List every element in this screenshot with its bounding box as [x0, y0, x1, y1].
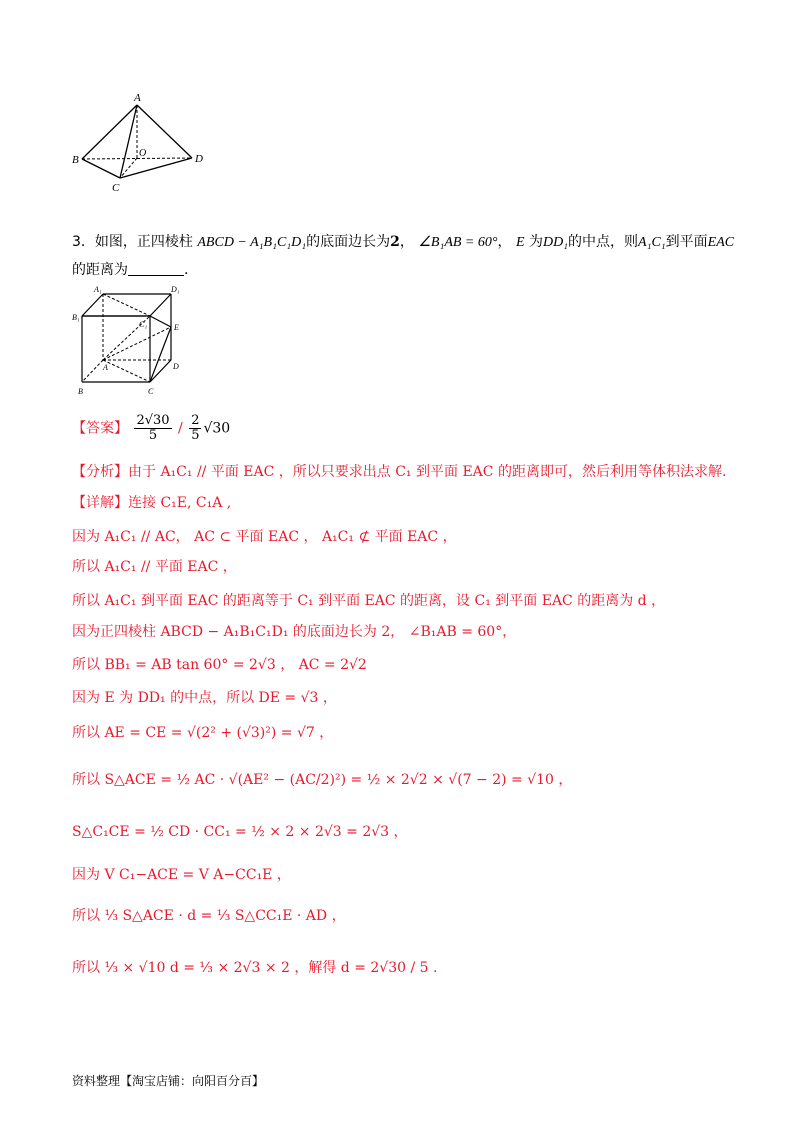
angle-expr: ∠B₁AB = 60°: [418, 235, 498, 250]
problem-line-2-text: 的距离为: [72, 262, 128, 278]
segment-a1c1: A₁C₁: [638, 235, 666, 250]
cube-label-a: A: [103, 363, 108, 372]
detail-line-7: 所以 AE = CE = √(2² + (√3)²) = √7 ，: [72, 725, 334, 741]
pyramid-label-c: C: [112, 182, 120, 194]
detail-line-12: 所以 ⅓ × √10 d = ⅓ × 2√3 × 2 ，解得 d = 2√30 / 5 .: [72, 960, 438, 976]
prism-name: ABCD − A₁B₁C₁D₁: [197, 235, 307, 250]
detail-line-6: 因为 E 为 DD₁ 的中点，所以 DE = √3 ，: [72, 690, 337, 706]
problem-text-7: 到平面: [665, 234, 708, 250]
analysis-tag: 【分析】: [72, 464, 128, 480]
answer-fraction-2-num: 2: [191, 413, 200, 428]
pyramid-label-a: A: [134, 92, 141, 104]
answer-separator: /: [178, 420, 183, 437]
problem-number: 3．: [72, 234, 95, 250]
pyramid-figure: [70, 90, 220, 200]
analysis-text: 由于 A₁C₁ // 平面 EAC ，所以只要求出点 C₁ 到平面 EAC 的距离即可，然后利用等体积法求解.: [128, 464, 727, 480]
answer-fraction-1-num: 2√30: [136, 413, 170, 428]
problem-text-4: ，: [497, 234, 512, 250]
answer-fraction-2-den: 5: [191, 428, 200, 443]
answer-fraction-1-den: 5: [148, 428, 158, 443]
cube-label-a1: A₁: [94, 285, 102, 294]
cube-label-c: C: [148, 387, 154, 396]
detail-line-0: [72, 493, 231, 513]
detail-line-8: 所以 S△ACE = ½ AC · √(AE² − (AC/2)²) = ½ × 2√2 × √(7 − 2) = √10 ，: [72, 772, 573, 788]
detail-line-1: 因为 A₁C₁ // AC， AC ⊂ 平面 EAC ， A₁C₁ ⊄ 平面 EAC ，: [72, 529, 457, 545]
detail-line-10: 因为 V C₁−ACE = V A−CC₁E ，: [72, 867, 291, 883]
segment-dd1: DD₁: [542, 235, 569, 250]
analysis-row: [72, 462, 726, 482]
page-footer: 资料整理【淘宝店铺：向阳百分百】: [72, 1074, 265, 1088]
detail-line-5: 所以 BB₁ = AB tan 60° = 2√3 ， AC = 2√2: [72, 657, 367, 673]
detail-line-9: S△C₁CE = ½ CD · CC₁ = ½ × 2 × 2√3 = 2√3 ，: [72, 824, 408, 840]
problem-line-2: [72, 260, 188, 280]
answer-fraction-1: [134, 414, 171, 443]
pyramid-label-o: O: [139, 148, 147, 159]
answer-tag: 【答案】: [72, 420, 128, 437]
problem-text-1: 如图，正四棱柱: [94, 234, 193, 250]
problem-text-5: 为: [528, 234, 543, 250]
detail-line-11: 所以 ⅓ S△ACE · d = ⅓ S△CC₁E · AD ，: [72, 908, 346, 924]
detail-line-2: 所以 A₁C₁ // 平面 EAC ，: [72, 559, 237, 575]
cube-label-e: E: [174, 323, 179, 332]
detail-line-4: 因为正四棱柱 ABCD − A₁B₁C₁D₁ 的底面边长为 2， ∠B₁AB = 60°，: [72, 624, 517, 640]
problem-text-6: 的中点，则: [568, 234, 639, 250]
answer-root: √30: [203, 420, 231, 437]
problem-text-3: ，: [399, 234, 414, 250]
answer-blank: [128, 261, 184, 276]
cube-label-c1: C₁: [139, 320, 148, 329]
point-e: E: [515, 235, 525, 250]
cube-label-b: B: [78, 387, 83, 396]
pyramid-label-d: D: [195, 153, 203, 165]
answer-fraction-2: [189, 414, 201, 443]
pyramid-label-b: B: [72, 154, 79, 166]
prism-figure: [70, 282, 185, 397]
problem-text-2: 的底面边长为: [306, 234, 391, 250]
answer-row: [72, 414, 230, 443]
detail-line-3: 所以 A₁C₁ 到平面 EAC 的距离等于 C₁ 到平面 EAC 的距离，设 C₁ 到平面 EAC 的距离为 d ，: [72, 593, 666, 609]
plane-eac: EAC: [707, 235, 735, 250]
cube-label-b1: B₁: [72, 313, 80, 322]
side-length: 2: [390, 234, 400, 250]
detail-text-0: 连接 C₁E, C₁A ,: [128, 495, 232, 511]
problem-line-1: [72, 232, 734, 253]
cube-label-d1: D₁: [171, 285, 180, 294]
cube-label-d: D: [173, 362, 179, 371]
problem-period: .: [184, 262, 189, 278]
detail-tag: 【详解】: [72, 495, 128, 511]
